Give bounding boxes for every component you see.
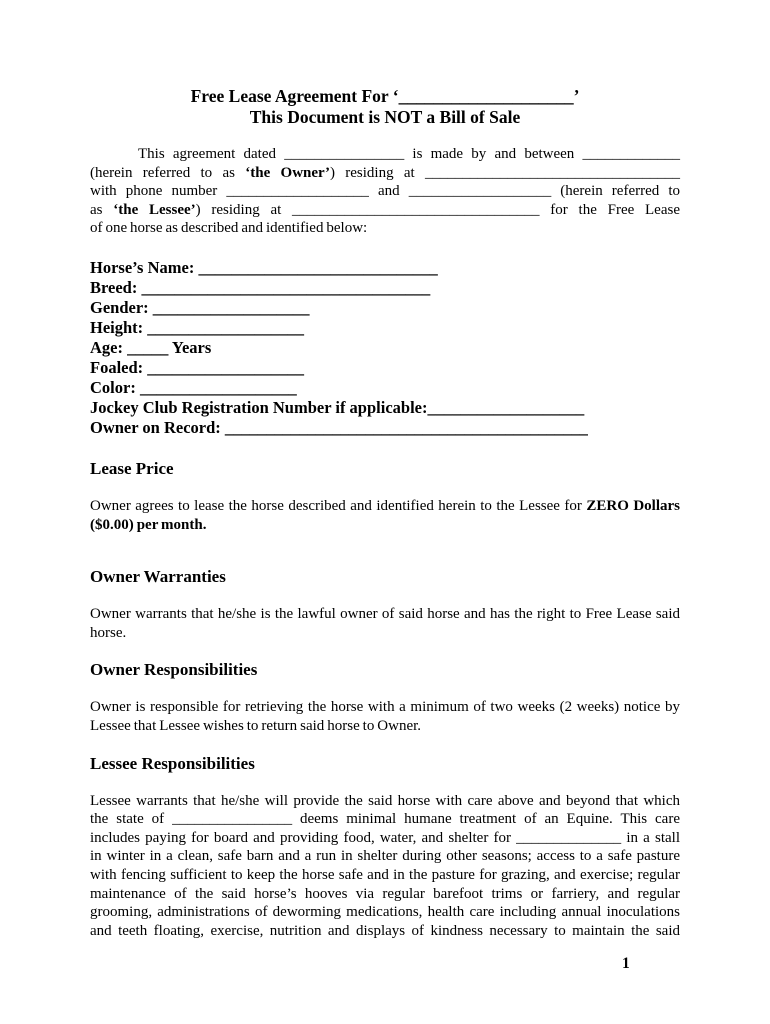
text-line: [90, 624, 680, 643]
text-segment: Lessee that Lessee wishes to return said horse to Owner.: [90, 717, 422, 734]
text-segment: ($0.00) per month.: [90, 516, 207, 533]
document-title: [90, 86, 680, 128]
text-segment: grooming, administrations of deworming medications, health care including annual inoculations: [90, 904, 680, 921]
text-line: [90, 717, 680, 736]
text-line: [90, 418, 680, 438]
text-segment: (herein referred to: [551, 183, 681, 200]
section-lessee-responsibilities: [90, 753, 680, 941]
text-line: [90, 885, 680, 904]
blank-field: _________________________________: [292, 201, 540, 218]
section-owner-warranties: [90, 566, 680, 642]
text-segment: Horse’s Name:: [90, 257, 199, 277]
text-line: [90, 866, 680, 885]
text-segment: Lessee warrants that he/she will provide the said horse with care above and beyond that which: [90, 792, 680, 809]
blank-field: ______________: [516, 829, 622, 846]
text-line: [90, 278, 680, 298]
text-segment: ‘the Owner’: [245, 164, 330, 181]
blank-field: _____: [127, 337, 169, 357]
text-line: [90, 86, 680, 107]
blank-field: ___________________: [226, 183, 369, 200]
text-line: [90, 497, 680, 516]
text-segment: Color:: [90, 377, 140, 397]
text-segment: This Document is NOT a Bill of Sale: [249, 107, 521, 127]
text-line: [90, 847, 680, 866]
text-segment: Owner is responsible for retrieving the horse with a minimum of two weeks (2 weeks) notice by: [90, 699, 680, 716]
text-line: [90, 219, 680, 238]
text-segment: Jockey Club Registration Number if applicable:: [90, 397, 428, 417]
blank-field: ___________________: [427, 397, 585, 417]
text-line: [90, 698, 680, 717]
horse-details: [90, 258, 680, 438]
section-heading-lease-price: Lease Price: [90, 458, 174, 478]
blank-field: ____________________: [398, 86, 574, 106]
blank-field: ________________: [172, 811, 293, 828]
blank-field: ___________________: [139, 377, 297, 397]
text-line: [90, 358, 680, 378]
text-segment: ‘the Lessee’: [113, 201, 196, 218]
blank-field: ___________________: [152, 297, 310, 317]
text-segment: Years: [168, 337, 212, 357]
text-segment: Age:: [90, 337, 128, 357]
text-segment: horse.: [90, 624, 127, 641]
text-line: [90, 182, 680, 201]
text-line: [90, 516, 680, 535]
blank-field: _____________________________: [198, 257, 438, 277]
text-segment: Owner on Record:: [90, 417, 225, 437]
intro-paragraph: [90, 145, 680, 238]
text-segment: Breed:: [90, 277, 142, 297]
blank-field: ___________________: [147, 357, 305, 377]
text-line: [90, 338, 680, 358]
text-segment: with fencing sufficient to keep the horse safe and in the pasture for grazing, and exercise; regular: [90, 866, 680, 883]
text-segment: the state of: [90, 811, 173, 828]
text-segment: Foaled:: [90, 357, 148, 377]
text-segment: includes paying for board and providing food, water, and shelter for: [90, 829, 517, 846]
section-heading-owner-warranties: Owner Warranties: [90, 567, 226, 587]
text-line: [90, 605, 680, 624]
text-line: [90, 922, 680, 941]
text-segment: (herein referred to as: [90, 164, 246, 181]
text-line: [90, 810, 680, 829]
text-segment: and teeth floating, exercise, nutrition and displays of kindness necessary to maintain the said: [90, 922, 680, 939]
text-line: [90, 318, 680, 338]
text-segment: ZERO Dollars: [586, 497, 680, 514]
text-segment: Owner warrants that he/she is the lawful owner of said horse and has the right to Free Lease said: [90, 606, 680, 623]
text-segment: Gender:: [90, 297, 153, 317]
section-heading-lessee-responsibilities: Lessee Responsibilities: [90, 753, 255, 773]
section-paragraph-lease-price: [90, 497, 680, 534]
text-line: [90, 107, 680, 128]
blank-field: ___________________: [408, 183, 552, 200]
text-segment: ) residing at: [329, 164, 426, 181]
blank-field: ____________________________________________: [224, 417, 588, 437]
text-segment: in a stall: [621, 829, 680, 846]
section-paragraph-owner-responsibilities: [90, 698, 680, 735]
text-segment: Owner agrees to lease the horse described and identified herein to the Lessee for: [90, 497, 587, 514]
text-line: [90, 258, 680, 278]
section-lease-price: [90, 458, 680, 534]
text-segment: is made by and between: [404, 146, 583, 162]
text-segment: Free Lease Agreement For ‘: [190, 86, 399, 106]
text-segment: of one horse as described and identified below:: [90, 220, 368, 237]
text-segment: in winter in a clean, safe barn and a run in shelter during other seasons; access to a safe pasture: [90, 848, 680, 865]
blank-field: __________________________________: [425, 164, 681, 181]
text-segment: as: [90, 201, 114, 218]
section-paragraph-owner-warranties: [90, 605, 680, 642]
text-line: [90, 378, 680, 398]
text-segment: maintenance of the said horse’s hooves via regular barefoot trims or farriery, and regular: [90, 885, 680, 902]
text-segment: This agreement dated: [138, 146, 285, 162]
text-line: [90, 792, 680, 811]
text-line: [90, 398, 680, 418]
text-segment: ) residing at: [195, 201, 293, 218]
text-line: [90, 903, 680, 922]
text-segment: ’: [573, 86, 580, 106]
text-segment: Height:: [90, 317, 148, 337]
text-segment: with phone number: [90, 183, 227, 200]
text-line: [90, 145, 680, 164]
text-line: [90, 829, 680, 848]
blank-field: ________________: [284, 146, 405, 162]
blank-field: _____________: [582, 146, 680, 162]
text-segment: and: [368, 183, 409, 200]
section-paragraph-lessee-responsibilities: [90, 792, 680, 941]
text-line: [90, 164, 680, 183]
section-heading-owner-responsibilities: Owner Responsibilities: [90, 660, 258, 680]
text-line: [90, 298, 680, 318]
text-segment: deems minimal humane treatment of an Equine. This care: [292, 811, 680, 828]
text-line: [90, 201, 680, 220]
blank-field: ___________________________________: [141, 277, 431, 297]
section-owner-responsibilities: [90, 659, 680, 735]
blank-field: ___________________: [147, 317, 305, 337]
text-segment: for the Free Lease: [539, 201, 680, 218]
page-number: 1: [622, 955, 630, 972]
